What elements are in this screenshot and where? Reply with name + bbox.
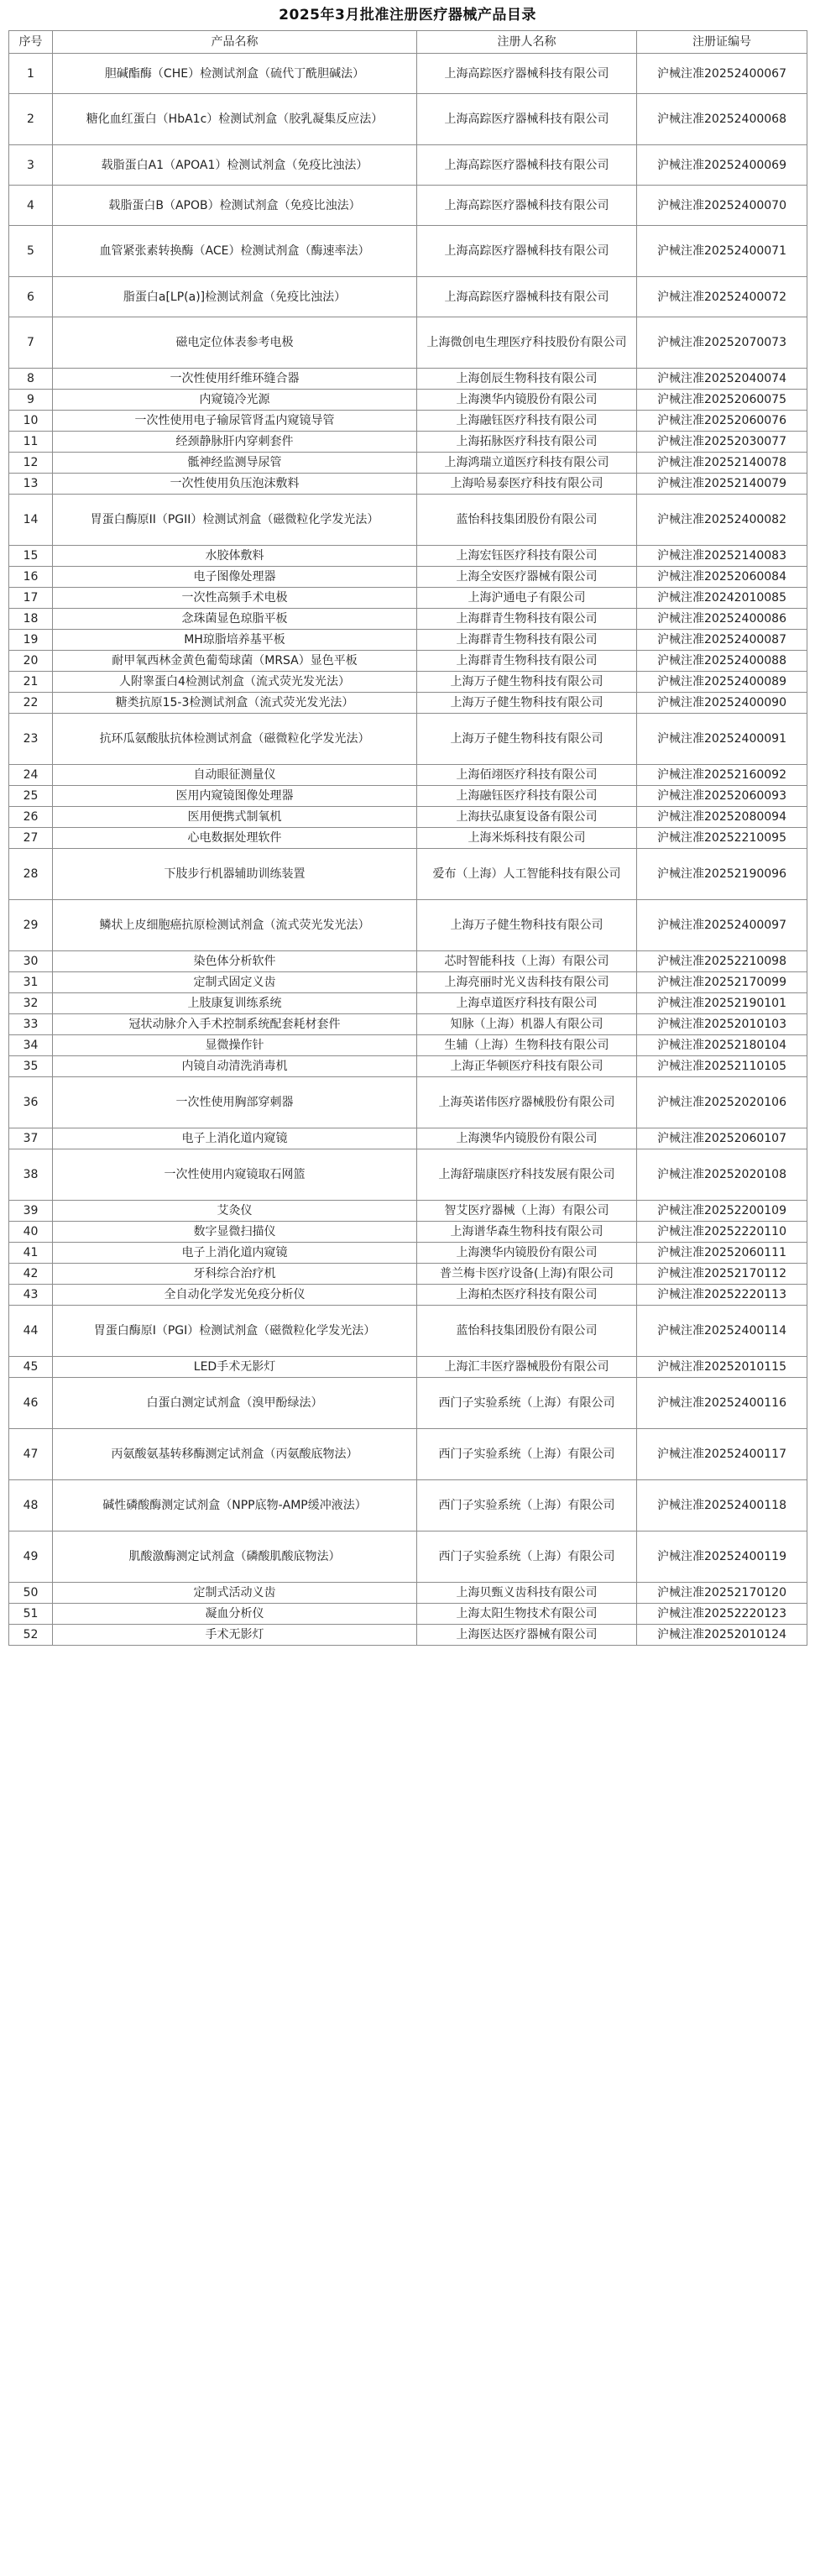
cell-number: 11 <box>9 432 53 453</box>
cell-registrant: 上海哈易泰医疗科技有限公司 <box>417 474 637 495</box>
cell-number: 3 <box>9 145 53 186</box>
cell-number: 43 <box>9 1285 53 1306</box>
cell-number: 2 <box>9 94 53 145</box>
cell-registrant: 上海融钰医疗科技有限公司 <box>417 786 637 807</box>
cell-product-name: 显微操作针 <box>53 1035 417 1056</box>
cell-registrant: 上海澳华内镜股份有限公司 <box>417 390 637 411</box>
cell-registrant: 知脉（上海）机器人有限公司 <box>417 1014 637 1035</box>
table-row <box>9 972 807 993</box>
cell-registrant: 上海高踪医疗器械科技有限公司 <box>417 54 637 94</box>
cell-certificate-number: 沪械注准20252140083 <box>637 546 807 567</box>
cell-certificate-number: 沪械注准20252020106 <box>637 1077 807 1128</box>
table-row <box>9 1378 807 1429</box>
cell-certificate-number: 沪械注准20252210095 <box>637 828 807 849</box>
cell-number: 1 <box>9 54 53 94</box>
table-row <box>9 1128 807 1149</box>
cell-product-name: 念珠菌显色琼脂平板 <box>53 609 417 630</box>
table-row <box>9 369 807 390</box>
cell-certificate-number: 沪械注准20252190101 <box>637 993 807 1014</box>
cell-registrant: 上海米烁科技有限公司 <box>417 828 637 849</box>
cell-product-name: 胃蛋白酶原I（PGI）检测试剂盒（磁微粒化学发光法） <box>53 1306 417 1357</box>
table-row <box>9 474 807 495</box>
column-header-registrant: 注册人名称 <box>417 31 637 54</box>
cell-product-name: 丙氨酸氨基转移酶测定试剂盒（丙氨酸底物法） <box>53 1429 417 1480</box>
cell-product-name: 电子上消化道内窥镜 <box>53 1243 417 1264</box>
cell-number: 42 <box>9 1264 53 1285</box>
cell-certificate-number: 沪械注准20252040074 <box>637 369 807 390</box>
table-row <box>9 1264 807 1285</box>
table-row <box>9 630 807 651</box>
cell-registrant: 上海亮丽时光义齿科技有限公司 <box>417 972 637 993</box>
table-row <box>9 54 807 94</box>
cell-registrant: 普兰梅卡医疗设备(上海)有限公司 <box>417 1264 637 1285</box>
column-header-number: 序号 <box>9 31 53 54</box>
cell-registrant: 生辅（上海）生物科技有限公司 <box>417 1035 637 1056</box>
cell-product-name: 水胶体敷料 <box>53 546 417 567</box>
cell-registrant: 上海万子健生物科技有限公司 <box>417 693 637 714</box>
cell-product-name: 下肢步行机器辅助训练装置 <box>53 849 417 900</box>
cell-registrant: 上海高踪医疗器械科技有限公司 <box>417 226 637 277</box>
cell-number: 37 <box>9 1128 53 1149</box>
cell-product-name: 一次性高频手术电极 <box>53 588 417 609</box>
cell-certificate-number: 沪械注准20252400114 <box>637 1306 807 1357</box>
cell-registrant: 上海鸿瑞立道医疗科技有限公司 <box>417 453 637 474</box>
table-row <box>9 1531 807 1583</box>
cell-product-name: 载脂蛋白B（APOB）检测试剂盒（免疫比浊法） <box>53 186 417 226</box>
cell-certificate-number: 沪械注准20252020108 <box>637 1149 807 1201</box>
table-row <box>9 94 807 145</box>
cell-product-name: 定制式固定义齿 <box>53 972 417 993</box>
cell-registrant: 上海高踪医疗器械科技有限公司 <box>417 186 637 226</box>
cell-number: 41 <box>9 1243 53 1264</box>
cell-certificate-number: 沪械注准20252140079 <box>637 474 807 495</box>
cell-product-name: 电子上消化道内窥镜 <box>53 1128 417 1149</box>
cell-number: 46 <box>9 1378 53 1429</box>
cell-certificate-number: 沪械注准20252030077 <box>637 432 807 453</box>
cell-registrant: 上海佰翊医疗科技有限公司 <box>417 765 637 786</box>
cell-registrant: 西门子实验系统（上海）有限公司 <box>417 1429 637 1480</box>
cell-product-name: 一次性使用纤维环缝合器 <box>53 369 417 390</box>
cell-certificate-number: 沪械注准20252060111 <box>637 1243 807 1264</box>
cell-registrant: 西门子实验系统（上海）有限公司 <box>417 1531 637 1583</box>
cell-certificate-number: 沪械注准20252160092 <box>637 765 807 786</box>
table-row <box>9 900 807 951</box>
cell-number: 22 <box>9 693 53 714</box>
cell-number: 24 <box>9 765 53 786</box>
cell-certificate-number: 沪械注准20252400118 <box>637 1480 807 1531</box>
cell-certificate-number: 沪械注准20252400068 <box>637 94 807 145</box>
cell-number: 21 <box>9 672 53 693</box>
cell-registrant: 上海宏钰医疗科技有限公司 <box>417 546 637 567</box>
cell-number: 27 <box>9 828 53 849</box>
cell-product-name: 经颈静脉肝内穿刺套件 <box>53 432 417 453</box>
cell-certificate-number: 沪械注准20252170099 <box>637 972 807 993</box>
cell-registrant: 上海全安医疗器械有限公司 <box>417 567 637 588</box>
cell-number: 33 <box>9 1014 53 1035</box>
table-row <box>9 807 807 828</box>
cell-registrant: 智艾医疗器械（上海）有限公司 <box>417 1201 637 1222</box>
cell-registrant: 西门子实验系统（上海）有限公司 <box>417 1378 637 1429</box>
cell-number: 17 <box>9 588 53 609</box>
cell-registrant: 上海柏杰医疗科技有限公司 <box>417 1285 637 1306</box>
cell-product-name: 数字显微扫描仪 <box>53 1222 417 1243</box>
cell-registrant: 上海高踪医疗器械科技有限公司 <box>417 94 637 145</box>
cell-number: 5 <box>9 226 53 277</box>
table-row <box>9 786 807 807</box>
cell-number: 20 <box>9 651 53 672</box>
table-row <box>9 1056 807 1077</box>
table-row <box>9 1604 807 1625</box>
cell-product-name: 艾灸仪 <box>53 1201 417 1222</box>
table-row <box>9 546 807 567</box>
cell-product-name: 脂蛋白a[LP(a)]检测试剂盒（免疫比浊法） <box>53 277 417 317</box>
cell-registrant: 上海舒瑞康医疗科技发展有限公司 <box>417 1149 637 1201</box>
cell-number: 40 <box>9 1222 53 1243</box>
product-catalog-table <box>8 30 807 1646</box>
column-header-product-name: 产品名称 <box>53 31 417 54</box>
cell-product-name: 定制式活动义齿 <box>53 1583 417 1604</box>
cell-product-name: 全自动化学发光免疫分析仪 <box>53 1285 417 1306</box>
table-row <box>9 1149 807 1201</box>
cell-registrant: 上海谱华森生物科技有限公司 <box>417 1222 637 1243</box>
cell-product-name: 碱性磷酸酶测定试剂盒（NPP底物-AMP缓冲液法） <box>53 1480 417 1531</box>
cell-certificate-number: 沪械注准20252070073 <box>637 317 807 369</box>
table-row <box>9 495 807 546</box>
table-row <box>9 1357 807 1378</box>
cell-certificate-number: 沪械注准20252400082 <box>637 495 807 546</box>
cell-number: 49 <box>9 1531 53 1583</box>
table-row <box>9 993 807 1014</box>
cell-certificate-number: 沪械注准20252220110 <box>637 1222 807 1243</box>
cell-certificate-number: 沪械注准20252060075 <box>637 390 807 411</box>
table-row <box>9 1480 807 1531</box>
cell-number: 38 <box>9 1149 53 1201</box>
cell-certificate-number: 沪械注准20252210098 <box>637 951 807 972</box>
table-row <box>9 1285 807 1306</box>
cell-number: 15 <box>9 546 53 567</box>
cell-registrant: 上海群青生物科技有限公司 <box>417 651 637 672</box>
cell-certificate-number: 沪械注准20252010124 <box>637 1625 807 1646</box>
cell-product-name: 内窥镜冷光源 <box>53 390 417 411</box>
table-row <box>9 828 807 849</box>
cell-registrant: 芯时智能科技（上海）有限公司 <box>417 951 637 972</box>
cell-certificate-number: 沪械注准20252200109 <box>637 1201 807 1222</box>
cell-certificate-number: 沪械注准20252060076 <box>637 411 807 432</box>
cell-registrant: 上海融钰医疗科技有限公司 <box>417 411 637 432</box>
cell-registrant: 上海英诺伟医疗器械股份有限公司 <box>417 1077 637 1128</box>
cell-product-name: 糖类抗原15-3检测试剂盒（流式荧光发光法） <box>53 693 417 714</box>
cell-certificate-number: 沪械注准20252400069 <box>637 145 807 186</box>
cell-product-name: 冠状动脉介入手术控制系统配套耗材套件 <box>53 1014 417 1035</box>
cell-number: 14 <box>9 495 53 546</box>
cell-registrant: 蓝怡科技集团股份有限公司 <box>417 495 637 546</box>
cell-registrant: 上海太阳生物技术有限公司 <box>417 1604 637 1625</box>
table-row <box>9 588 807 609</box>
cell-product-name: 磁电定位体表参考电极 <box>53 317 417 369</box>
cell-registrant: 上海澳华内镜股份有限公司 <box>417 1128 637 1149</box>
cell-certificate-number: 沪械注准20252400072 <box>637 277 807 317</box>
cell-registrant: 上海万子健生物科技有限公司 <box>417 900 637 951</box>
cell-certificate-number: 沪械注准20252060107 <box>637 1128 807 1149</box>
cell-number: 16 <box>9 567 53 588</box>
cell-registrant: 爱布（上海）人工智能科技有限公司 <box>417 849 637 900</box>
cell-number: 29 <box>9 900 53 951</box>
cell-product-name: 一次性使用电子输尿管肾盂内窥镜导管 <box>53 411 417 432</box>
cell-product-name: 染色体分析软件 <box>53 951 417 972</box>
table-row <box>9 432 807 453</box>
cell-certificate-number: 沪械注准20252400091 <box>637 714 807 765</box>
cell-number: 26 <box>9 807 53 828</box>
cell-number: 4 <box>9 186 53 226</box>
cell-certificate-number: 沪械注准20252060093 <box>637 786 807 807</box>
cell-product-name: 鳞状上皮细胞癌抗原检测试剂盒（流式荧光发光法） <box>53 900 417 951</box>
table-row <box>9 390 807 411</box>
cell-certificate-number: 沪械注准20242010085 <box>637 588 807 609</box>
cell-number: 31 <box>9 972 53 993</box>
cell-registrant: 上海创辰生物科技有限公司 <box>417 369 637 390</box>
cell-registrant: 上海澳华内镜股份有限公司 <box>417 1243 637 1264</box>
cell-registrant: 上海卓道医疗科技有限公司 <box>417 993 637 1014</box>
cell-product-name: 上肢康复训练系统 <box>53 993 417 1014</box>
table-row <box>9 453 807 474</box>
table-row <box>9 186 807 226</box>
table-row <box>9 651 807 672</box>
cell-registrant: 上海微创电生理医疗科技股份有限公司 <box>417 317 637 369</box>
cell-certificate-number: 沪械注准20252010115 <box>637 1357 807 1378</box>
table-row <box>9 951 807 972</box>
cell-certificate-number: 沪械注准20252010103 <box>637 1014 807 1035</box>
table-row <box>9 1014 807 1035</box>
cell-product-name: 白蛋白测定试剂盒（溴甲酚绿法） <box>53 1378 417 1429</box>
table-body <box>9 54 807 1646</box>
cell-certificate-number: 沪械注准20252400087 <box>637 630 807 651</box>
cell-product-name: 耐甲氧西林金黄色葡萄球菌（MRSA）显色平板 <box>53 651 417 672</box>
cell-certificate-number: 沪械注准20252110105 <box>637 1056 807 1077</box>
cell-product-name: 胃蛋白酶原II（PGII）检测试剂盒（磁微粒化学发光法） <box>53 495 417 546</box>
cell-product-name: 心电数据处理软件 <box>53 828 417 849</box>
cell-product-name: 牙科综合治疗机 <box>53 1264 417 1285</box>
cell-registrant: 上海群青生物科技有限公司 <box>417 609 637 630</box>
cell-certificate-number: 沪械注准20252400070 <box>637 186 807 226</box>
cell-certificate-number: 沪械注准20252220123 <box>637 1604 807 1625</box>
table-row <box>9 1222 807 1243</box>
cell-product-name: 自动眼征测量仪 <box>53 765 417 786</box>
cell-certificate-number: 沪械注准20252170112 <box>637 1264 807 1285</box>
cell-registrant: 上海高踪医疗器械科技有限公司 <box>417 145 637 186</box>
cell-registrant: 上海群青生物科技有限公司 <box>417 630 637 651</box>
cell-certificate-number: 沪械注准20252400086 <box>637 609 807 630</box>
cell-certificate-number: 沪械注准20252400090 <box>637 693 807 714</box>
cell-number: 45 <box>9 1357 53 1378</box>
cell-product-name: LED手术无影灯 <box>53 1357 417 1378</box>
cell-registrant: 上海医达医疗器械有限公司 <box>417 1625 637 1646</box>
table-row <box>9 277 807 317</box>
cell-number: 47 <box>9 1429 53 1480</box>
cell-number: 36 <box>9 1077 53 1128</box>
table-row <box>9 1035 807 1056</box>
cell-number: 6 <box>9 277 53 317</box>
cell-certificate-number: 沪械注准20252400071 <box>637 226 807 277</box>
cell-product-name: 手术无影灯 <box>53 1625 417 1646</box>
table-row <box>9 1243 807 1264</box>
cell-registrant: 上海高踪医疗器械科技有限公司 <box>417 277 637 317</box>
cell-registrant: 上海汇丰医疗器械股份有限公司 <box>417 1357 637 1378</box>
cell-registrant: 上海万子健生物科技有限公司 <box>417 714 637 765</box>
cell-product-name: 载脂蛋白A1（APOA1）检测试剂盒（免疫比浊法） <box>53 145 417 186</box>
table-row <box>9 411 807 432</box>
cell-number: 39 <box>9 1201 53 1222</box>
document-title: 2025年3月批准注册医疗器械产品目录 <box>279 7 536 24</box>
cell-certificate-number: 沪械注准20252400088 <box>637 651 807 672</box>
cell-product-name: 糖化血红蛋白（HbA1c）检测试剂盒（胶乳凝集反应法） <box>53 94 417 145</box>
table-header-row <box>9 31 807 54</box>
cell-number: 9 <box>9 390 53 411</box>
table-row <box>9 765 807 786</box>
cell-certificate-number: 沪械注准20252400097 <box>637 900 807 951</box>
cell-certificate-number: 沪械注准20252190096 <box>637 849 807 900</box>
cell-number: 8 <box>9 369 53 390</box>
cell-number: 35 <box>9 1056 53 1077</box>
table-row <box>9 693 807 714</box>
cell-number: 23 <box>9 714 53 765</box>
cell-number: 44 <box>9 1306 53 1357</box>
cell-registrant: 蓝怡科技集团股份有限公司 <box>417 1306 637 1357</box>
cell-product-name: 一次性使用胸部穿刺器 <box>53 1077 417 1128</box>
cell-registrant: 上海扶弘康复设备有限公司 <box>417 807 637 828</box>
cell-registrant: 上海万子健生物科技有限公司 <box>417 672 637 693</box>
cell-registrant: 上海正华顿医疗科技有限公司 <box>417 1056 637 1077</box>
cell-number: 12 <box>9 453 53 474</box>
table-row <box>9 1306 807 1357</box>
cell-number: 50 <box>9 1583 53 1604</box>
cell-certificate-number: 沪械注准20252400119 <box>637 1531 807 1583</box>
table-row <box>9 226 807 277</box>
cell-certificate-number: 沪械注准20252400067 <box>637 54 807 94</box>
cell-certificate-number: 沪械注准20252060084 <box>637 567 807 588</box>
cell-number: 28 <box>9 849 53 900</box>
table-row <box>9 609 807 630</box>
cell-registrant: 上海贝甄义齿科技有限公司 <box>417 1583 637 1604</box>
table-row <box>9 1583 807 1604</box>
cell-product-name: 血管紧张素转换酶（ACE）检测试剂盒（酶速率法） <box>53 226 417 277</box>
cell-number: 10 <box>9 411 53 432</box>
cell-number: 7 <box>9 317 53 369</box>
cell-product-name: 电子图像处理器 <box>53 567 417 588</box>
table-row <box>9 1625 807 1646</box>
table-row <box>9 1077 807 1128</box>
cell-product-name: 医用便携式制氧机 <box>53 807 417 828</box>
cell-number: 18 <box>9 609 53 630</box>
cell-product-name: 内镜自动清洗消毒机 <box>53 1056 417 1077</box>
cell-number: 48 <box>9 1480 53 1531</box>
cell-number: 25 <box>9 786 53 807</box>
cell-product-name: 抗环瓜氨酸肽抗体检测试剂盒（磁微粒化学发光法） <box>53 714 417 765</box>
cell-certificate-number: 沪械注准20252400116 <box>637 1378 807 1429</box>
cell-number: 30 <box>9 951 53 972</box>
table-row <box>9 672 807 693</box>
cell-number: 52 <box>9 1625 53 1646</box>
cell-certificate-number: 沪械注准20252170120 <box>637 1583 807 1604</box>
cell-product-name: 一次性使用负压泡沫敷料 <box>53 474 417 495</box>
table-row <box>9 849 807 900</box>
table-row <box>9 317 807 369</box>
cell-product-name: 胆碱酯酶（CHE）检测试剂盒（硫代丁酰胆碱法） <box>53 54 417 94</box>
cell-number: 34 <box>9 1035 53 1056</box>
cell-certificate-number: 沪械注准20252400117 <box>637 1429 807 1480</box>
cell-certificate-number: 沪械注准20252080094 <box>637 807 807 828</box>
table-row <box>9 567 807 588</box>
column-header-certificate-number: 注册证编号 <box>637 31 807 54</box>
table-row <box>9 1201 807 1222</box>
table-row <box>9 1429 807 1480</box>
cell-certificate-number: 沪械注准20252400089 <box>637 672 807 693</box>
cell-certificate-number: 沪械注准20252140078 <box>637 453 807 474</box>
cell-number: 32 <box>9 993 53 1014</box>
cell-product-name: 人附睾蛋白4检测试剂盒（流式荧光发光法） <box>53 672 417 693</box>
cell-product-name: 凝血分析仪 <box>53 1604 417 1625</box>
cell-number: 13 <box>9 474 53 495</box>
cell-certificate-number: 沪械注准20252180104 <box>637 1035 807 1056</box>
cell-product-name: 一次性使用内窥镜取石网篮 <box>53 1149 417 1201</box>
cell-product-name: 骶神经监测导尿管 <box>53 453 417 474</box>
cell-registrant: 上海拓脉医疗科技有限公司 <box>417 432 637 453</box>
cell-number: 51 <box>9 1604 53 1625</box>
table-row <box>9 145 807 186</box>
cell-product-name: MH琼脂培养基平板 <box>53 630 417 651</box>
table-row <box>9 714 807 765</box>
cell-certificate-number: 沪械注准20252220113 <box>637 1285 807 1306</box>
cell-number: 19 <box>9 630 53 651</box>
cell-product-name: 医用内窥镜图像处理器 <box>53 786 417 807</box>
cell-registrant: 西门子实验系统（上海）有限公司 <box>417 1480 637 1531</box>
cell-registrant: 上海沪通电子有限公司 <box>417 588 637 609</box>
cell-product-name: 肌酸激酶测定试剂盒（磷酸肌酸底物法） <box>53 1531 417 1583</box>
